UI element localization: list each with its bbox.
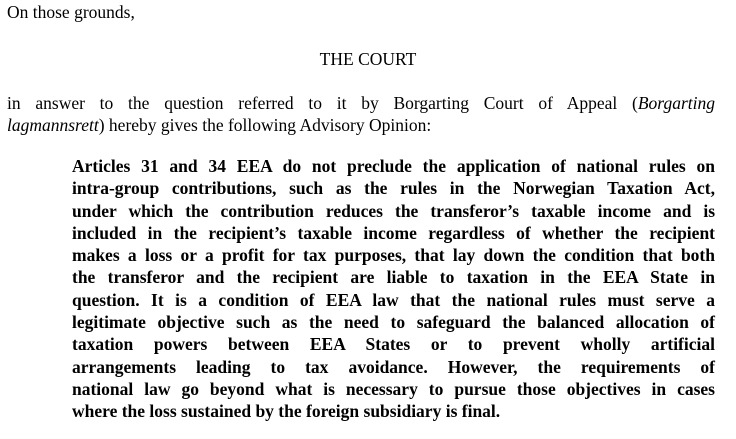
- answer-court-name: Borgarting: [637, 93, 715, 113]
- opinion-line: makes a loss or a profit for tax purposes, that lay down the condition that both: [72, 245, 715, 266]
- opinion-line: where the loss sustained by the foreign subsidiary is final.: [72, 401, 501, 422]
- opinion-line: legitimate objective such as the need to safeguard the balanced allocation of: [72, 312, 715, 333]
- advisory-opinion-text: [72, 155, 715, 423]
- opinion-line: question. It is a condition of EEA law that the national rules must serve a: [72, 289, 715, 310]
- opinion-line: included in the recipient’s taxable income regardless of whether the recipient: [72, 222, 715, 243]
- opinion-line: Articles 31 and 34 EEA do not preclude the application of national rules on: [72, 156, 715, 176]
- court-heading: THE COURT: [319, 49, 417, 69]
- answer-line-2-text: ) hereby gives the following Advisory Opinion:: [98, 115, 432, 135]
- opinion-line: the transferor and the recipient are liable to taxation in the EEA State in: [72, 267, 715, 288]
- answer-line-2: [7, 114, 715, 136]
- opinion-line: national law go beyond what is necessary to pursue those objectives in cases: [72, 378, 715, 399]
- answer-line-1-text: in answer to the question referred to it by Borgarting Court of Appeal (: [7, 93, 638, 113]
- answer-line-1: [7, 92, 715, 114]
- opinion-line: intra-group contributions, such as the rules in the Norwegian Taxation Act,: [72, 178, 715, 199]
- opinion-line: under which the contribution reduces the transferor’s taxable income and is: [72, 200, 715, 221]
- opinion-line: arrangements leading to tax avoidance. However, the requirements of: [72, 356, 715, 377]
- intro-text: On those grounds,: [7, 2, 135, 22]
- opinion-line: taxation powers between EEA States or to prevent wholly artificial: [72, 334, 715, 355]
- answer-paragraph: [7, 92, 715, 136]
- answer-court-name-local: lagmannsrett: [7, 115, 99, 135]
